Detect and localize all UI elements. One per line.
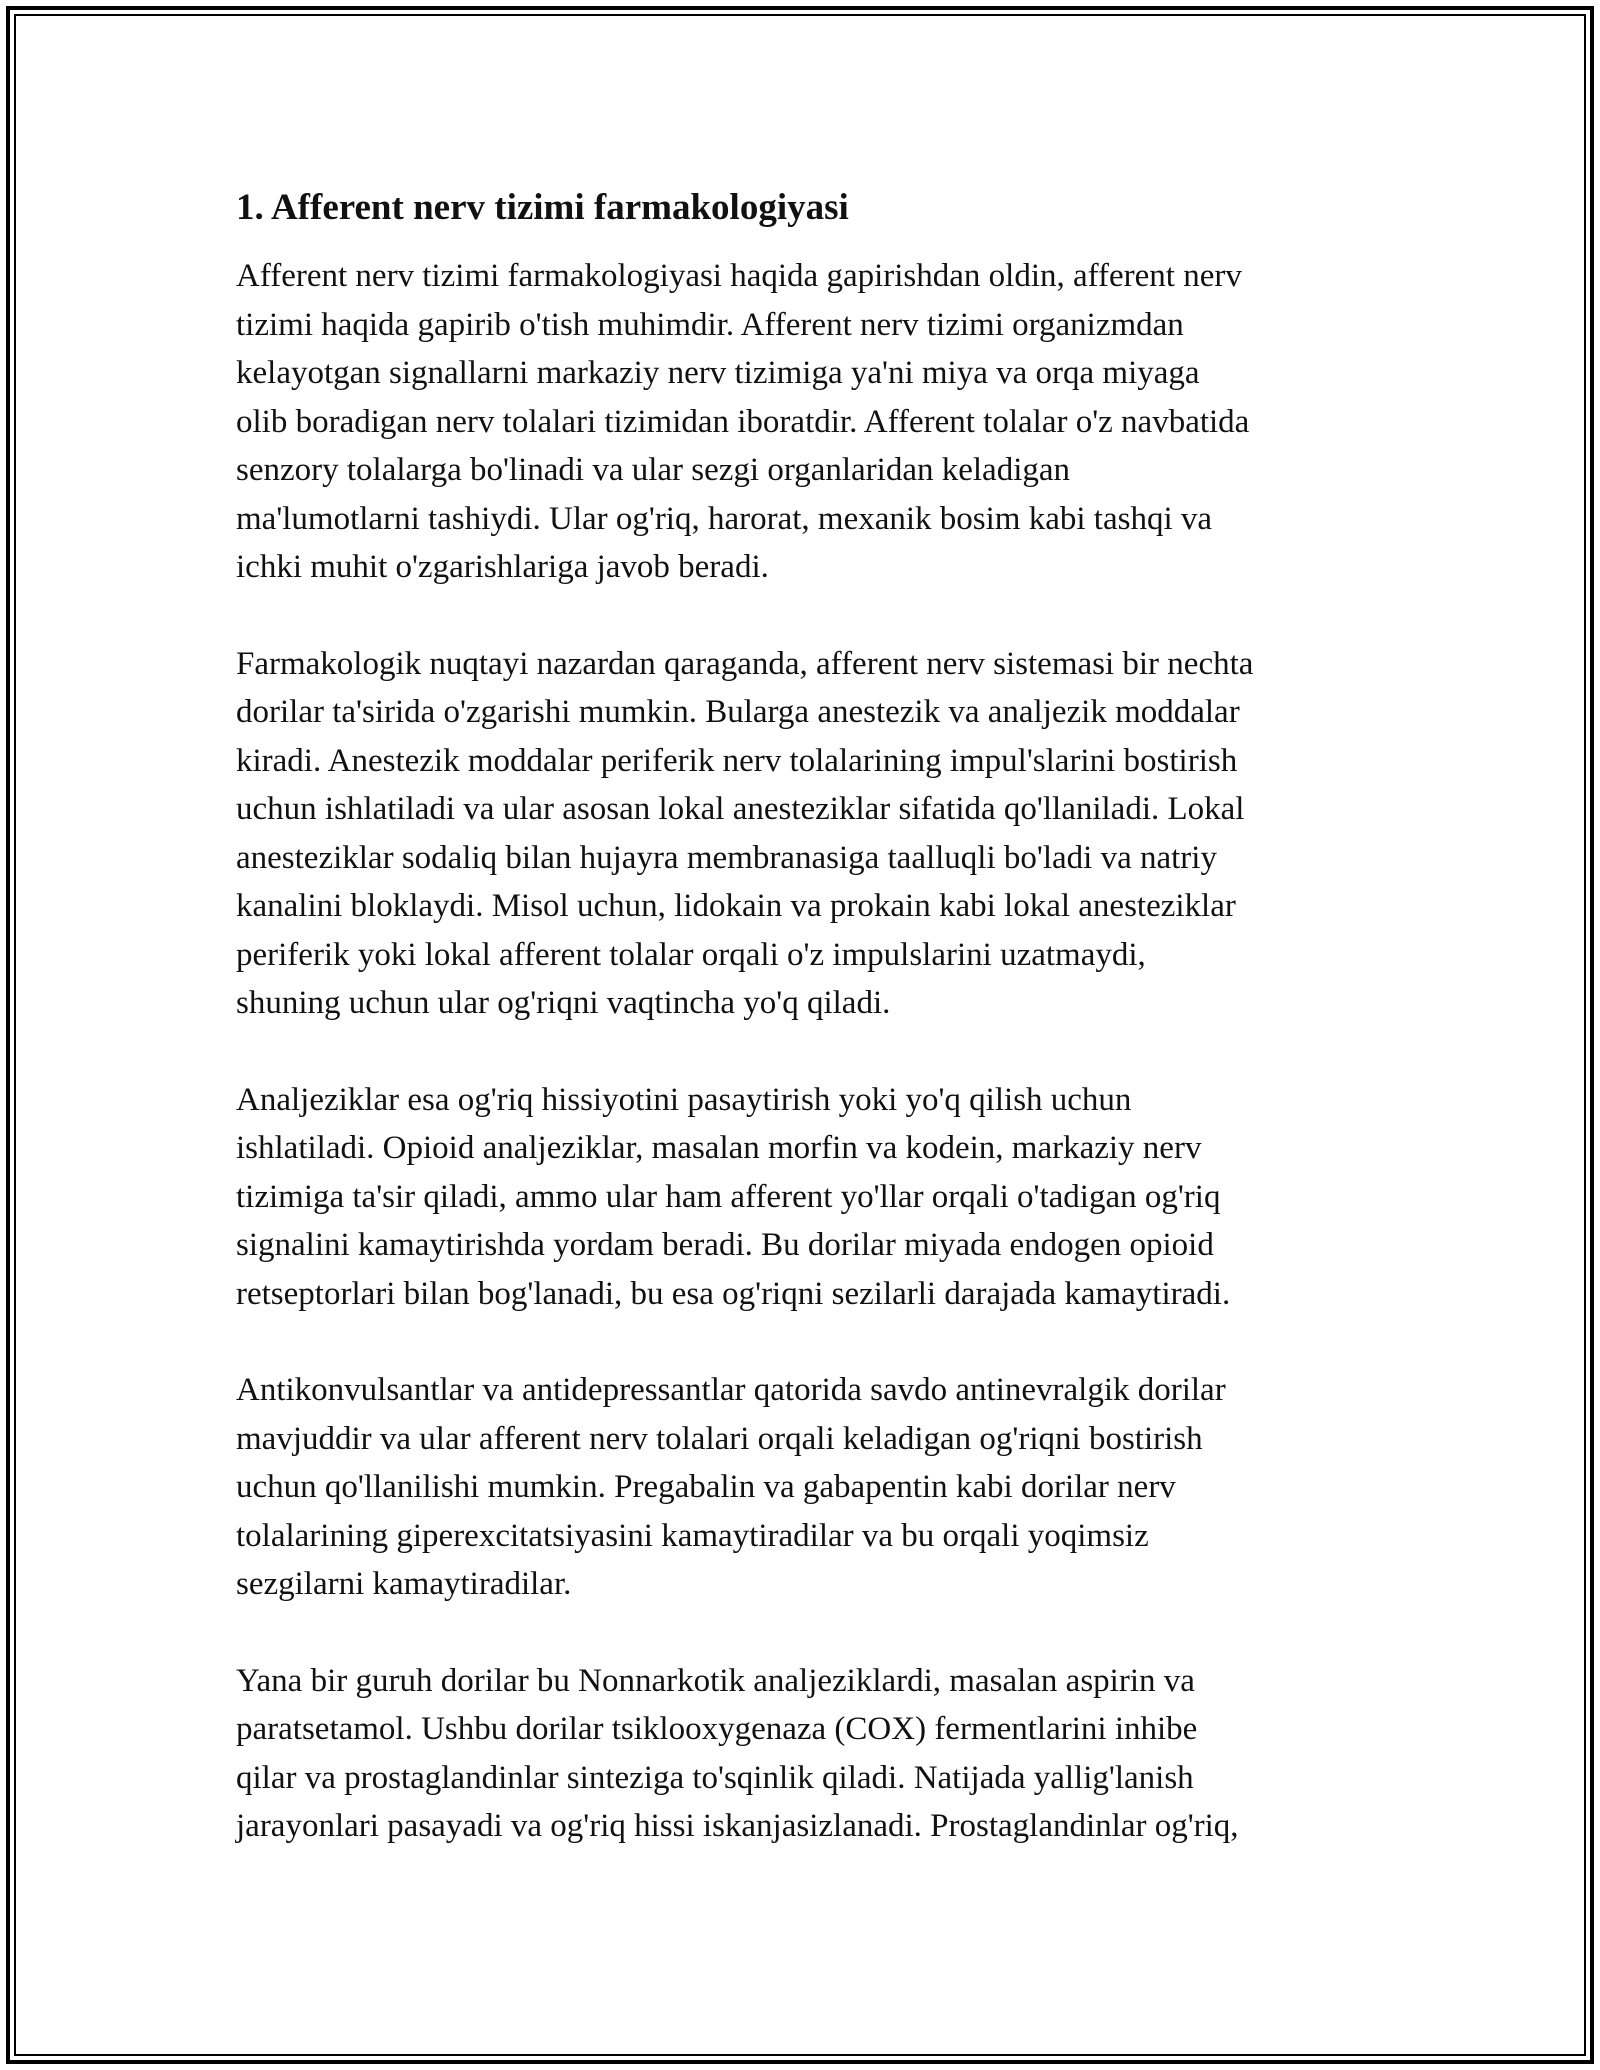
text-line: kanalini bloklaydi. Misol uchun, lidokain va prokain kabi lokal anesteziklar — [236, 888, 1236, 924]
text-line: mavjuddir va ular afferent nerv tolalari orqali keladigan og'riqni bostirish — [236, 1420, 1203, 1457]
text-line: tizimi haqida gapirib o'tish muhimdir. Afferent nerv tizimi organizmdan — [236, 306, 1184, 343]
text-line: Afferent nerv tizimi farmakologiyasi haqida gapirishdan oldin, afferent nerv — [236, 258, 1242, 294]
text-line: qilar va prostaglandinlar sinteziga to'sqinlik qiladi. Natijada yallig'lanish — [236, 1759, 1194, 1796]
text-line: uchun qo'llanilishi mumkin. Pregabalin va gabapentin kabi dorilar nerv — [236, 1469, 1176, 1505]
text-line: signalini kamaytirishda yordam beradi. Bu dorilar miyada endogen opioid — [236, 1227, 1214, 1263]
text-line: anesteziklar sodaliq bilan hujayra membranasiga taalluqli bo'ladi va natriy — [236, 839, 1217, 876]
text-line: olib boradigan nerv tolalari tizimidan iboratdir. Afferent tolalar o'z navbatida — [236, 403, 1250, 440]
text-line: tizimiga ta'sir qiladi, ammo ular ham afferent yo'llar orqali o'tadigan og'riq — [236, 1178, 1221, 1215]
document-content — [236, 184, 1386, 1851]
text-line: uchun ishlatiladi va ular asosan lokal anesteziklar sifatida qo'llaniladi. Lokal — [236, 791, 1245, 827]
text-line: kelayotgan signallarni markaziy nerv tizimiga ya'ni miya va orqa miyaga — [236, 355, 1200, 391]
text-line: ma'lumotlarni tashiydi. Ular og'riq, harorat, mexanik bosim kabi tashqi va — [236, 500, 1213, 537]
section-title: 1. Afferent nerv tizimi farmakologiyasi — [236, 187, 849, 228]
text-line: Analjeziklar esa og'riq hissiyotini pasaytirish yoki yo'q qilish uchun — [236, 1081, 1132, 1118]
text-line: retseptorlari bilan bog'lanadi, bu esa og'riqni sezilarli darajada kamaytiradi. — [236, 1275, 1231, 1312]
text-line: kiradi. Anestezik moddalar periferik nerv tolalarining impul'slarini bostirish — [236, 742, 1238, 779]
text-line: senzory tolalarga bo'linadi va ular sezgi organlaridan keladigan — [236, 452, 1071, 488]
text-line: jarayonlari pasayadi va og'riq hissi iskanjasizlanadi. Prostaglandinlar og'riq, — [236, 1808, 1239, 1844]
text-line: paratsetamol. Ushbu dorilar tsiklooxygenaza (COX) fermentlarini inhibe — [236, 1711, 1198, 1747]
paragraph-analgesics — [236, 1076, 1386, 1319]
paragraph-nonnarcotic — [236, 1657, 1386, 1851]
text-line: Farmakologik nuqtayi nazardan qaraganda, afferent nerv sistemasi bir nechta — [236, 645, 1254, 682]
text-line: shuning uchun ular og'riqni vaqtincha yo'q qiladi. — [236, 985, 891, 1021]
paragraph-anesthetics — [236, 640, 1386, 1028]
text-line: Yana bir guruh dorilar bu Nonnarkotik analjeziklardi, masalan aspirin va — [236, 1662, 1195, 1699]
paragraph-anticonvulsants — [236, 1366, 1386, 1609]
text-line: ishlatiladi. Opioid analjeziklar, masalan morfin va kodein, markaziy nerv — [236, 1130, 1202, 1166]
text-line: tolalarining giperexcitatsiyasini kamaytiradilar va bu orqali yoqimsiz — [236, 1517, 1149, 1554]
paragraph-afferent-intro — [236, 252, 1386, 592]
text-line: sezgilarni kamaytiradilar. — [236, 1566, 572, 1602]
text-line: ichki muhit o'zgarishlariga javob beradi. — [236, 549, 769, 585]
text-line: Antikonvulsantlar va antidepressantlar qatorida savdo antinevralgik dorilar — [236, 1372, 1226, 1408]
text-line: periferik yoki lokal afferent tolalar orqali o'z impulslarini uzatmaydi, — [236, 936, 1146, 973]
text-line: dorilar ta'sirida o'zgarishi mumkin. Bularga anestezik va analjezik moddalar — [236, 694, 1240, 730]
